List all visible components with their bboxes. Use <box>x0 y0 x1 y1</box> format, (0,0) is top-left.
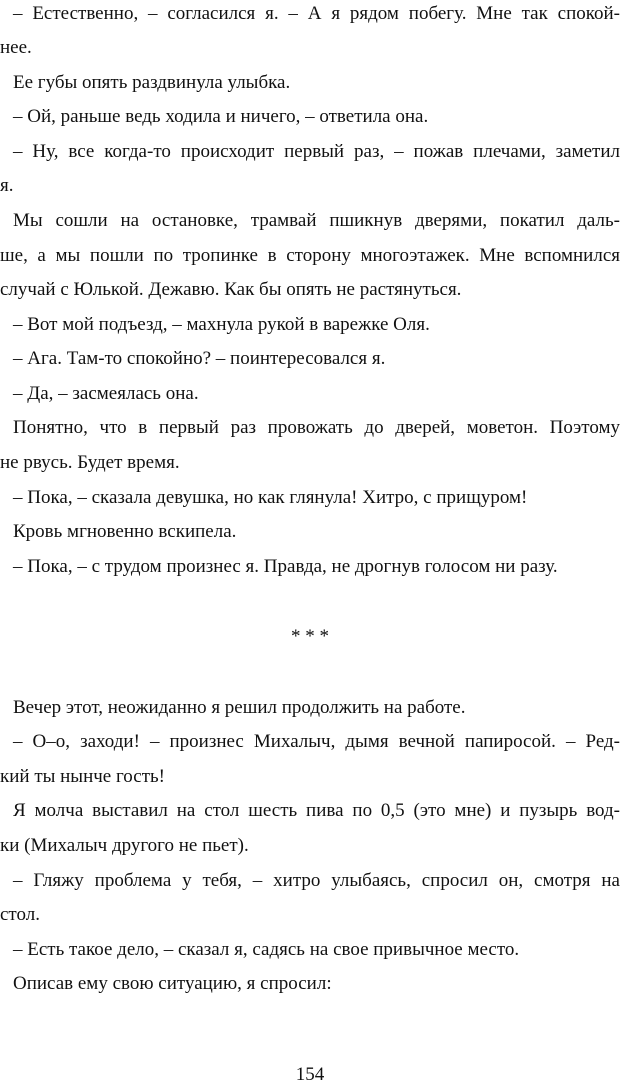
text-line: стол. <box>0 904 40 925</box>
text-line: не рвусь. Будет время. <box>0 452 180 473</box>
text-line: Понятно, что в первый раз провожать до дверей, моветон. Поэтому <box>13 417 620 438</box>
text-line: Кровь мгновенно вскипела. <box>13 521 237 542</box>
text-line: я. <box>0 175 14 196</box>
text-line: – Ну, все когда-то происходит первый раз, – пожав плечами, заметил <box>13 141 620 162</box>
text-line: – Ой, раньше ведь ходила и ничего, – ответила она. <box>13 106 429 127</box>
text-line: – Вот мой подъезд, – махнула рукой в варежке Оля. <box>13 314 430 335</box>
text-line: – Пока, – сказала девушка, но как глянула! Хитро, с прищуром! <box>13 487 528 508</box>
text-line: – О–о, заходи! – произнес Михалыч, дымя вечной папиросой. – Ред- <box>13 731 620 752</box>
text-line: нее. <box>0 37 32 58</box>
text-line: – Да, – засмеялась она. <box>13 383 199 404</box>
text-line: ки (Михалыч другого не пьет). <box>0 835 249 856</box>
text-line: случай с Юлькой. Дежавю. Как бы опять не растянуться. <box>0 279 462 300</box>
text-line: Мы сошли на остановке, трамвай пшикнув дверями, покатил даль- <box>13 210 620 231</box>
text-line: кий ты нынче гость! <box>0 766 165 787</box>
text-line: Описав ему свою ситуацию, я спросил: <box>13 973 332 994</box>
text-line: – Гляжу проблема у тебя, – хитро улыбаясь, спросил он, смотря на <box>13 870 620 891</box>
text-line: Я молча выставил на стол шесть пива по 0,5 (это мне) и пузырь вод- <box>13 800 620 821</box>
section-separator: * * * <box>291 626 329 647</box>
text-line: Ее губы опять раздвинула улыбка. <box>13 72 291 93</box>
text-line: – Пока, – с трудом произнес я. Правда, не дрогнув голосом ни разу. <box>13 556 558 577</box>
text-line: – Ага. Там-то спокойно? – поинтересовался я. <box>13 348 386 369</box>
text-line: Вечер этот, неожиданно я решил продолжить на работе. <box>13 697 466 718</box>
page-number: 154 <box>295 1064 325 1085</box>
text-line: ше, а мы пошли по тропинке в сторону многоэтажек. Мне вспомнился <box>0 245 620 266</box>
text-line: – Есть такое дело, – сказал я, садясь на свое привычное место. <box>13 939 520 960</box>
text-line: – Естественно, – согласился я. – А я рядом побегу. Мне так спокой- <box>13 3 620 24</box>
